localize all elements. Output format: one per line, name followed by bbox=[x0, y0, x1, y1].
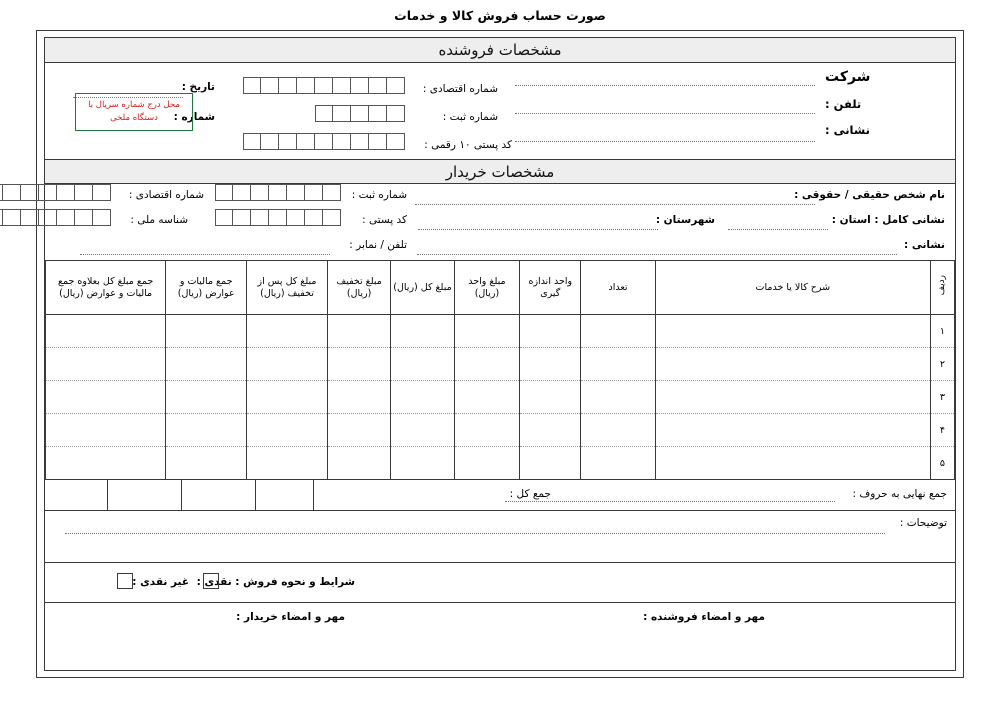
seller-company-label: شرکت bbox=[825, 69, 871, 85]
cell-grand-total[interactable] bbox=[46, 414, 166, 447]
cell-discount[interactable] bbox=[327, 348, 390, 381]
cell-row-number: ۵ bbox=[930, 447, 954, 480]
buyer-postal-code-label: کد پستی : bbox=[362, 214, 407, 226]
seller-date-label: تاریخ : bbox=[181, 81, 215, 93]
seller-company-line bbox=[515, 85, 815, 86]
items-table bbox=[45, 260, 955, 480]
box-cell[interactable] bbox=[315, 77, 333, 94]
cell-row-number: ۴ bbox=[930, 414, 954, 447]
cell-unit[interactable] bbox=[520, 414, 581, 447]
cell-tax-duty[interactable] bbox=[166, 447, 247, 480]
box-cell[interactable] bbox=[243, 77, 261, 94]
cell-total[interactable] bbox=[391, 315, 454, 348]
cell-total[interactable] bbox=[391, 447, 454, 480]
box-cell[interactable] bbox=[251, 184, 269, 201]
cell-after-discount[interactable] bbox=[247, 381, 328, 414]
buyer-section-title: مشخصات خریدار bbox=[45, 159, 955, 184]
buyer-economic-code-label: شماره اقتصادی : bbox=[128, 189, 204, 201]
cell-quantity[interactable] bbox=[581, 381, 655, 414]
header-unit: واحد اندازه گیری bbox=[520, 261, 581, 315]
cell-row-number: ۳ bbox=[930, 381, 954, 414]
totals-cell-grand-total[interactable] bbox=[45, 479, 107, 511]
cell-unit-price[interactable] bbox=[454, 381, 520, 414]
cash-checkbox[interactable] bbox=[203, 573, 219, 589]
seller-section-title: مشخصات فروشنده bbox=[45, 38, 955, 63]
totals-cell-discount[interactable] bbox=[255, 479, 313, 511]
cell-grand-total[interactable] bbox=[46, 447, 166, 480]
box-cell[interactable] bbox=[3, 209, 21, 226]
cell-description[interactable] bbox=[655, 414, 930, 447]
cell-quantity[interactable] bbox=[581, 348, 655, 381]
box-cell[interactable] bbox=[261, 77, 279, 94]
box-cell[interactable] bbox=[21, 209, 39, 226]
cell-unit[interactable] bbox=[520, 447, 581, 480]
box-cell[interactable] bbox=[39, 184, 57, 201]
box-cell[interactable] bbox=[323, 184, 341, 201]
terms-area bbox=[45, 563, 955, 603]
notes-area[interactable] bbox=[45, 511, 955, 563]
cell-unit-price[interactable] bbox=[454, 447, 520, 480]
box-cell[interactable] bbox=[215, 184, 233, 201]
seller-postal-code-boxes[interactable] bbox=[243, 133, 405, 150]
buyer-details bbox=[45, 184, 955, 260]
outer-frame bbox=[36, 30, 964, 678]
box-cell[interactable] bbox=[333, 133, 351, 150]
cell-grand-total[interactable] bbox=[46, 315, 166, 348]
cell-unit-price[interactable] bbox=[454, 414, 520, 447]
final-amount-words[interactable] bbox=[371, 479, 955, 511]
box-cell[interactable] bbox=[75, 209, 93, 226]
cell-after-discount[interactable] bbox=[247, 315, 328, 348]
cell-description[interactable] bbox=[655, 348, 930, 381]
header-grand-total: جمع مبلغ کل بعلاوه جمع مالیات و عوارض (ریال) bbox=[46, 261, 166, 315]
seller-economic-code-boxes[interactable] bbox=[243, 77, 405, 94]
totals-row bbox=[45, 479, 955, 511]
cell-total[interactable] bbox=[391, 381, 454, 414]
buyer-register-no-label: شماره ثبت : bbox=[351, 189, 407, 201]
totals-cell-tax-duty[interactable] bbox=[107, 479, 181, 511]
final-amount-words-label: جمع نهایی به حروف : bbox=[852, 488, 947, 500]
table-row[interactable] bbox=[46, 414, 955, 447]
cell-row-number: ۲ bbox=[930, 348, 954, 381]
totals-cell-total[interactable] bbox=[313, 479, 371, 511]
cell-after-discount[interactable] bbox=[247, 447, 328, 480]
buyer-national-id-label: شناسه ملی : bbox=[130, 214, 188, 226]
cell-description[interactable] bbox=[655, 447, 930, 480]
cell-discount[interactable] bbox=[327, 447, 390, 480]
sum-total-label: جمع کل : bbox=[509, 488, 551, 500]
final-amount-words-line bbox=[505, 501, 835, 502]
page-title: صورت حساب فروش کالا و خدمات bbox=[394, 8, 606, 23]
table-row[interactable] bbox=[46, 315, 955, 348]
box-cell[interactable] bbox=[351, 105, 369, 122]
notes-line-1 bbox=[65, 533, 885, 534]
cell-tax-duty[interactable] bbox=[166, 381, 247, 414]
box-cell[interactable] bbox=[215, 209, 233, 226]
signature-area bbox=[45, 603, 955, 663]
buyer-economic-code-boxes[interactable] bbox=[0, 184, 111, 201]
cell-discount[interactable] bbox=[327, 315, 390, 348]
box-cell[interactable] bbox=[387, 77, 405, 94]
buyer-signature-label: مهر و امضاء خریدار : bbox=[236, 611, 345, 623]
seller-phone-label: تلفن : bbox=[825, 97, 862, 111]
cell-grand-total[interactable] bbox=[46, 348, 166, 381]
box-cell[interactable] bbox=[75, 184, 93, 201]
seller-address-line bbox=[515, 141, 815, 142]
box-cell[interactable] bbox=[305, 209, 323, 226]
cell-total[interactable] bbox=[391, 348, 454, 381]
notes-label: توضیحات : bbox=[899, 517, 947, 529]
table-row[interactable] bbox=[46, 447, 955, 480]
seller-register-no-boxes[interactable] bbox=[315, 105, 405, 122]
cell-quantity[interactable] bbox=[581, 447, 655, 480]
box-cell[interactable] bbox=[287, 209, 305, 226]
cell-unit[interactable] bbox=[520, 315, 581, 348]
seller-register-no-label: شماره ثبت : bbox=[442, 111, 498, 123]
cell-after-discount[interactable] bbox=[247, 348, 328, 381]
cell-tax-duty[interactable] bbox=[166, 315, 247, 348]
seller-economic-code-label: شماره اقتصادی : bbox=[422, 83, 498, 95]
cell-tax-duty[interactable] bbox=[166, 414, 247, 447]
box-cell[interactable] bbox=[269, 184, 287, 201]
cell-unit[interactable] bbox=[520, 348, 581, 381]
box-cell[interactable] bbox=[333, 77, 351, 94]
cell-quantity[interactable] bbox=[581, 414, 655, 447]
box-cell[interactable] bbox=[369, 105, 387, 122]
box-cell[interactable] bbox=[3, 184, 21, 201]
box-cell[interactable] bbox=[93, 184, 111, 201]
cell-discount[interactable] bbox=[327, 381, 390, 414]
header-unit-price: مبلغ واحد (ریال) bbox=[454, 261, 520, 315]
box-cell[interactable] bbox=[93, 209, 111, 226]
buyer-city-label: شهرستان : bbox=[655, 214, 715, 226]
box-cell[interactable] bbox=[57, 184, 75, 201]
cell-unit-price[interactable] bbox=[454, 348, 520, 381]
cell-row-number: ۱ bbox=[930, 315, 954, 348]
non-cash-label: غیر نقدی : bbox=[132, 576, 189, 588]
cell-description[interactable] bbox=[655, 381, 930, 414]
buyer-phone-fax-line bbox=[80, 254, 330, 255]
buyer-phone-fax-label: تلفن / نمابر : bbox=[349, 239, 407, 251]
box-cell[interactable] bbox=[21, 184, 39, 201]
non-cash-checkbox[interactable] bbox=[117, 573, 133, 589]
cell-grand-total[interactable] bbox=[46, 381, 166, 414]
box-cell[interactable] bbox=[369, 133, 387, 150]
header-row-number: ردیف bbox=[930, 261, 954, 315]
box-cell[interactable] bbox=[233, 184, 251, 201]
header-total: مبلغ کل (ریال) bbox=[391, 261, 454, 315]
box-cell[interactable] bbox=[279, 133, 297, 150]
header-description: شرح کالا یا خدمات bbox=[655, 261, 930, 315]
box-cell[interactable] bbox=[279, 77, 297, 94]
cell-quantity[interactable] bbox=[581, 315, 655, 348]
box-cell[interactable] bbox=[351, 133, 369, 150]
box-cell[interactable] bbox=[261, 133, 279, 150]
header-after-discount: مبلغ کل پس از تخفیف (ریال) bbox=[247, 261, 328, 315]
serial-number-note: محل درج شماره سریال با دستگاه ملخی bbox=[75, 93, 193, 131]
buyer-national-id-boxes[interactable] bbox=[0, 209, 111, 226]
terms-label: شرایط و نحوه فروش : نقدی : bbox=[196, 576, 355, 588]
buyer-name-label: نام شخص حقیقی / حقوقی : bbox=[794, 189, 945, 201]
header-quantity: تعداد bbox=[581, 261, 655, 315]
buyer-province-line bbox=[728, 229, 828, 230]
box-cell[interactable] bbox=[387, 133, 405, 150]
buyer-address-label: نشانی : bbox=[904, 239, 945, 251]
box-cell[interactable] bbox=[315, 105, 333, 122]
seller-address-label: نشانی : bbox=[825, 123, 870, 137]
box-cell[interactable] bbox=[251, 209, 269, 226]
seller-postal-code-label: کد پستی ۱۰ رقمی : bbox=[424, 139, 512, 151]
seller-details bbox=[45, 63, 955, 159]
cell-total[interactable] bbox=[391, 414, 454, 447]
buyer-name-line bbox=[415, 204, 815, 205]
box-cell[interactable] bbox=[297, 77, 315, 94]
buyer-full-address-label: نشانی کامل : استان : bbox=[831, 214, 945, 226]
cell-after-discount[interactable] bbox=[247, 414, 328, 447]
seller-phone-line bbox=[515, 113, 815, 114]
seller-signature-label: مهر و امضاء فروشنده : bbox=[643, 611, 765, 623]
box-cell[interactable] bbox=[297, 133, 315, 150]
box-cell[interactable] bbox=[57, 209, 75, 226]
buyer-postal-code-boxes[interactable] bbox=[215, 209, 341, 226]
box-cell[interactable] bbox=[39, 209, 57, 226]
items-table-header-row bbox=[46, 261, 955, 315]
cell-tax-duty[interactable] bbox=[166, 348, 247, 381]
cell-description[interactable] bbox=[655, 315, 930, 348]
seller-number-label: شماره : bbox=[173, 111, 215, 123]
totals-cell-after-discount[interactable] bbox=[181, 479, 255, 511]
box-cell[interactable] bbox=[287, 184, 305, 201]
box-cell[interactable] bbox=[369, 77, 387, 94]
items-table-body bbox=[46, 315, 955, 480]
table-row[interactable] bbox=[46, 381, 955, 414]
table-row[interactable] bbox=[46, 348, 955, 381]
buyer-address-line bbox=[417, 254, 897, 255]
box-cell[interactable] bbox=[315, 133, 333, 150]
cell-unit[interactable] bbox=[520, 381, 581, 414]
box-cell[interactable] bbox=[333, 105, 351, 122]
box-cell[interactable] bbox=[269, 209, 287, 226]
cell-unit-price[interactable] bbox=[454, 315, 520, 348]
invoice-body bbox=[44, 37, 956, 671]
box-cell[interactable] bbox=[387, 105, 405, 122]
header-tax-duty: جمع مالیات و عوارض (ریال) bbox=[166, 261, 247, 315]
buyer-register-no-boxes[interactable] bbox=[215, 184, 341, 201]
seller-company-block bbox=[825, 69, 945, 149]
box-cell[interactable] bbox=[233, 209, 251, 226]
box-cell[interactable] bbox=[243, 133, 261, 150]
box-cell[interactable] bbox=[351, 77, 369, 94]
buyer-city-line bbox=[418, 229, 658, 230]
box-cell[interactable] bbox=[305, 184, 323, 201]
box-cell[interactable] bbox=[323, 209, 341, 226]
header-discount: مبلغ تخفیف (ریال) bbox=[327, 261, 390, 315]
cell-discount[interactable] bbox=[327, 414, 390, 447]
